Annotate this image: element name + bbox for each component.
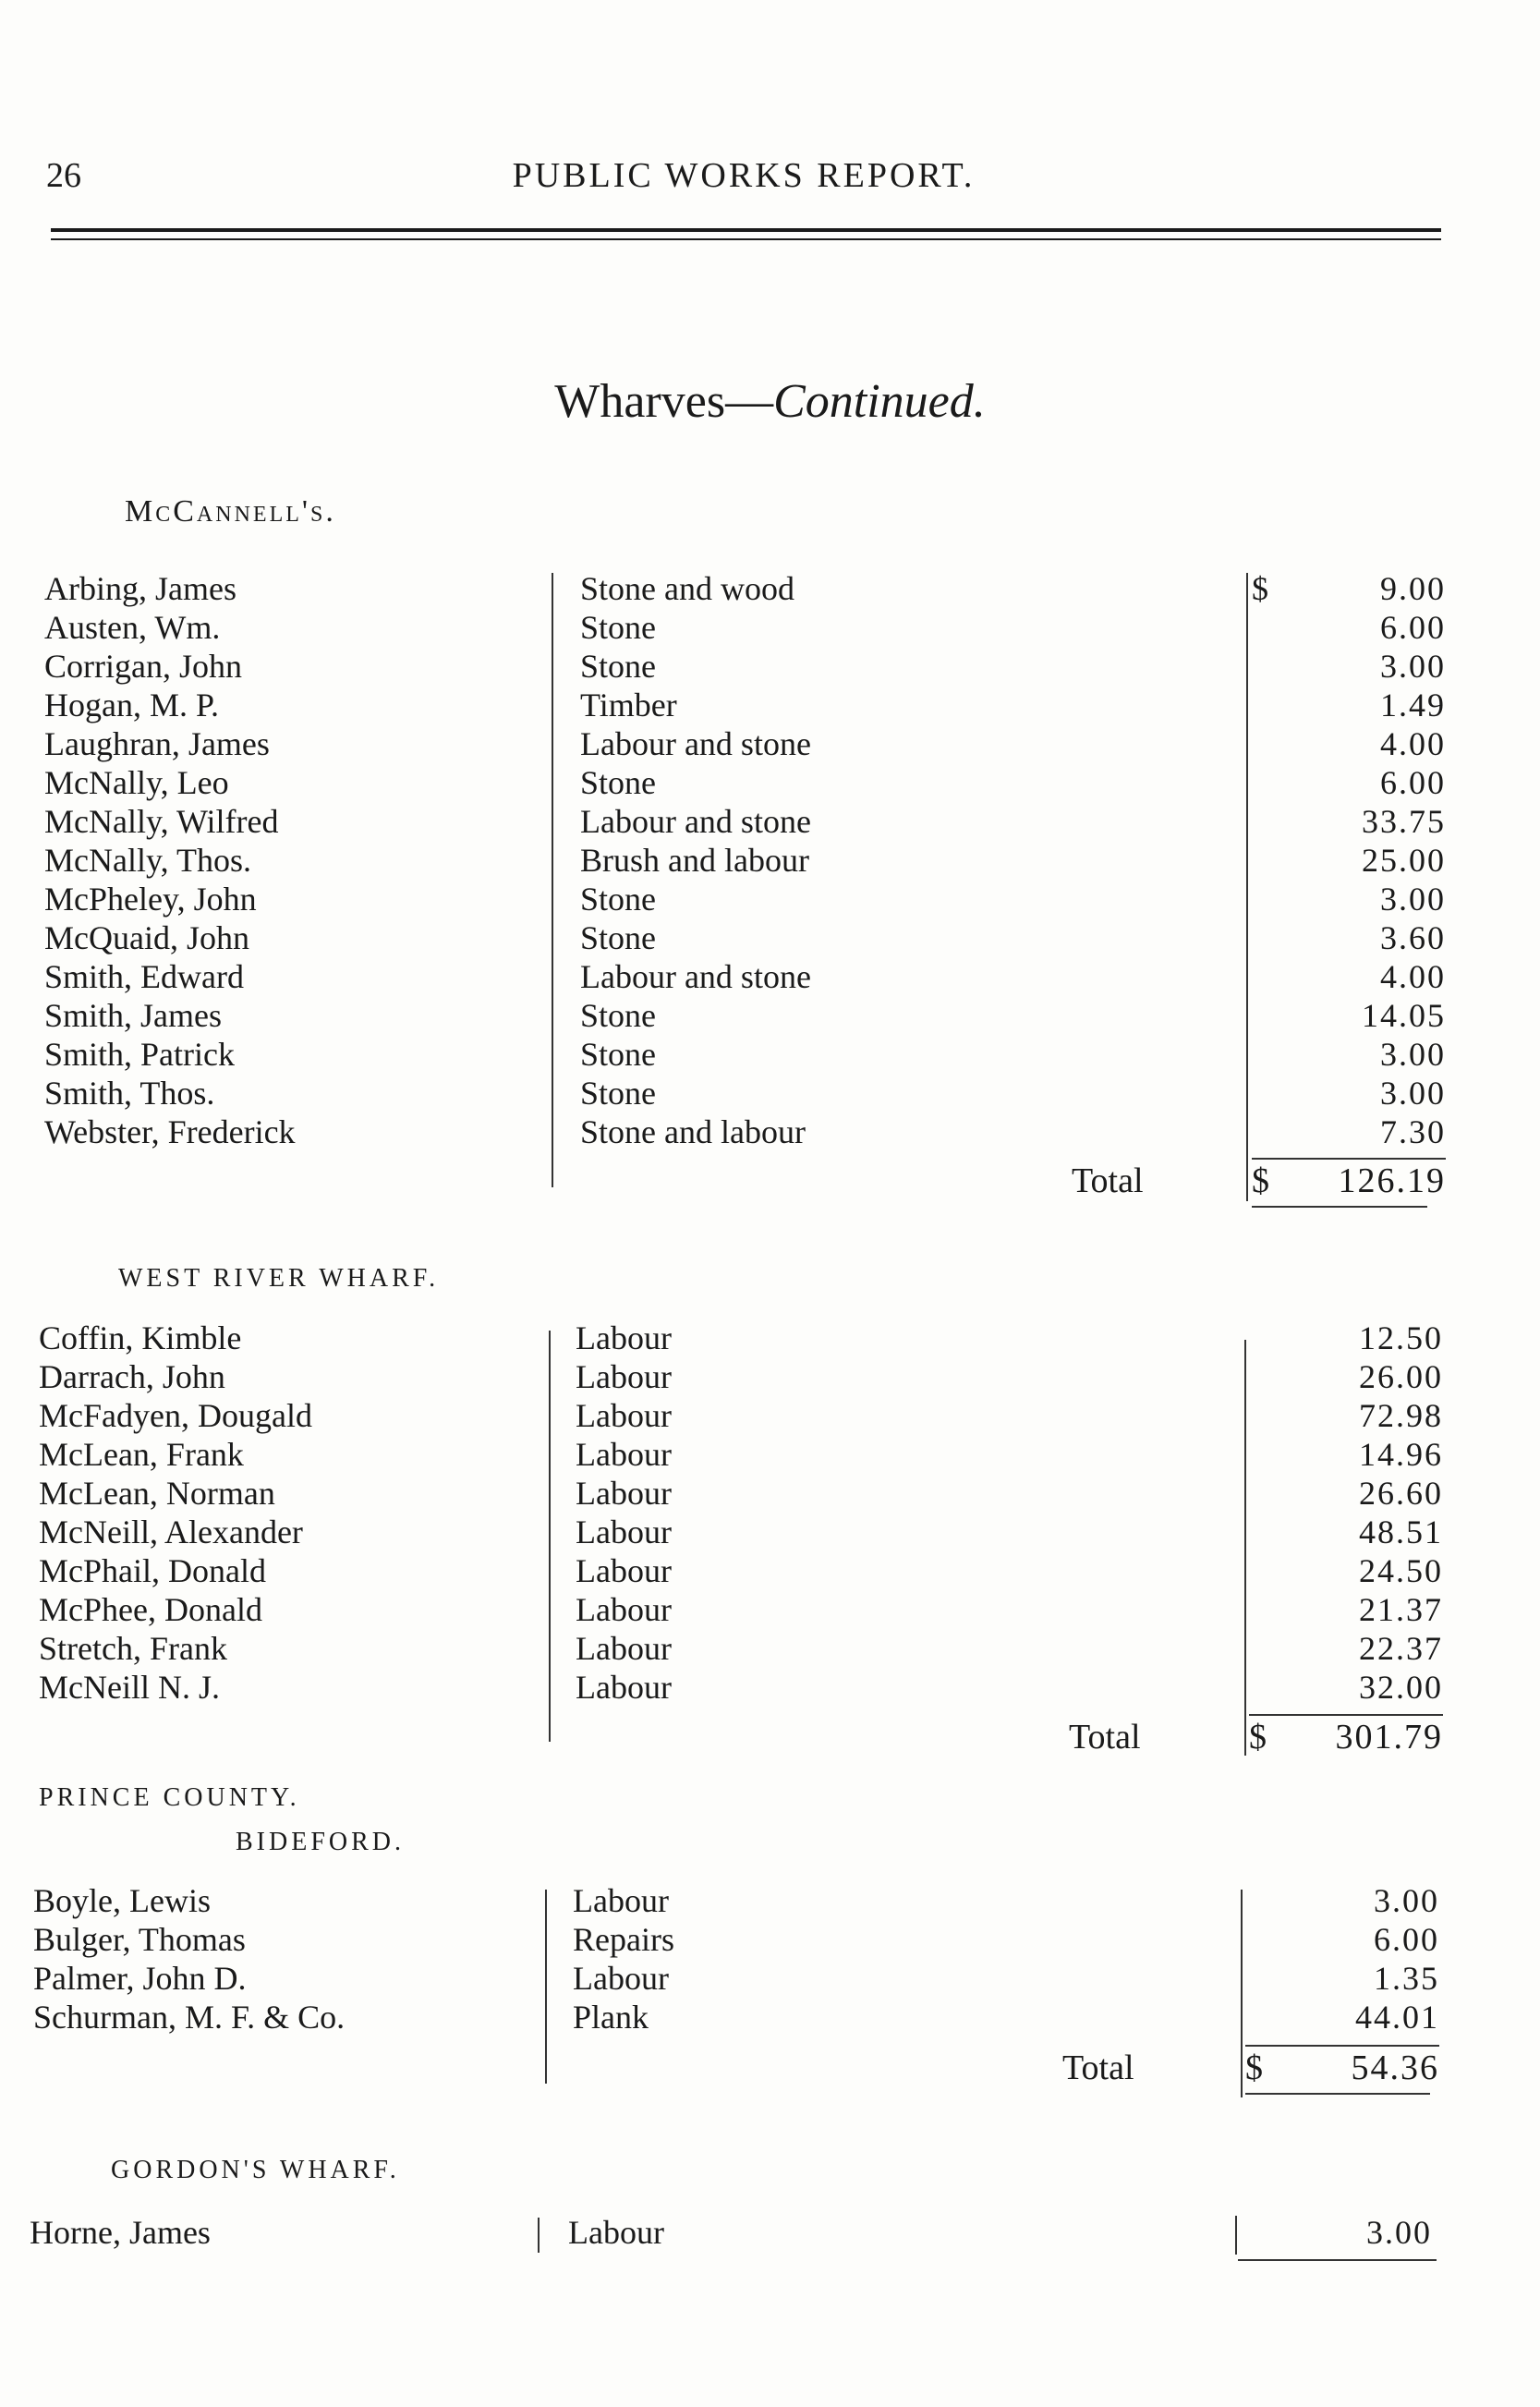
- payee-name: Stretch, Frank: [39, 1630, 227, 1667]
- dollar-sign: $: [1252, 1161, 1269, 1200]
- item-description: Stone: [580, 919, 657, 956]
- section-title-prince-county: PRINCE COUNTY.: [39, 1783, 300, 1812]
- payee-name: Schurman, M. F. & Co.: [33, 1999, 346, 2036]
- column-rule: [538, 2218, 540, 2253]
- item-description: Labour and stone: [580, 803, 811, 840]
- amount: 3.00: [1380, 648, 1446, 685]
- payee-name: McQuaid, John: [44, 919, 249, 956]
- ledger-row: [0, 1474, 1540, 1513]
- ledger-row: [0, 1920, 1540, 1959]
- amount: 26.60: [1359, 1475, 1443, 1512]
- ledger-row: [0, 1881, 1540, 1920]
- payee-name: Palmer, John D.: [33, 1960, 247, 1997]
- amount: 26.00: [1359, 1358, 1443, 1395]
- total-amount: 126.19: [1338, 1161, 1446, 1200]
- item-description: Labour: [573, 1960, 669, 1997]
- amount: 6.00: [1380, 764, 1446, 801]
- header-rule-thick: [51, 228, 1441, 232]
- payee-name: McNally, Thos.: [44, 842, 251, 879]
- amount: 6.00: [1374, 1921, 1439, 1958]
- amount: 21.37: [1359, 1591, 1443, 1628]
- ledger-row: [0, 1435, 1540, 1474]
- payee-name: Laughran, James: [44, 725, 270, 762]
- payee-name: Smith, Thos.: [44, 1075, 215, 1112]
- ledger-row: [0, 1668, 1540, 1707]
- section-title-bideford: BIDEFORD.: [236, 1828, 406, 1856]
- item-description: Stone and labour: [580, 1113, 806, 1150]
- column-rule: [1246, 573, 1248, 1201]
- item-description: Brush and labour: [580, 842, 809, 879]
- amount: 4.00: [1380, 725, 1446, 762]
- ledger-row: [0, 802, 1540, 841]
- payee-name: McPhee, Donald: [39, 1591, 262, 1628]
- payee-name: Webster, Frederick: [44, 1113, 296, 1150]
- amount: 6.00: [1380, 609, 1446, 646]
- payee-name: Smith, Patrick: [44, 1036, 235, 1073]
- column-rule: [1244, 1340, 1246, 1756]
- payee-name: Corrigan, John: [44, 648, 242, 685]
- item-description: Stone: [580, 609, 657, 646]
- payee-name: McNally, Leo: [44, 764, 229, 801]
- payee-name: Arbing, James: [44, 570, 236, 607]
- ledger-row: [0, 841, 1540, 880]
- item-description: Stone and wood: [580, 570, 794, 607]
- ledger-row: [0, 996, 1540, 1035]
- amount: 4.00: [1380, 958, 1446, 995]
- amount: 48.51: [1359, 1513, 1443, 1550]
- item-description: Labour: [576, 1475, 672, 1512]
- payee-name: McLean, Frank: [39, 1436, 244, 1473]
- amount: 12.50: [1359, 1319, 1443, 1356]
- ledger-row: [0, 1396, 1540, 1435]
- item-description: Labour: [576, 1436, 672, 1473]
- ledger-row: [0, 647, 1540, 686]
- ledger-row: [0, 1959, 1540, 1998]
- payee-name: McLean, Norman: [39, 1475, 275, 1512]
- payee-name: Coffin, Kimble: [39, 1319, 242, 1356]
- payee-name: Smith, James: [44, 997, 223, 1034]
- payee-name: Darrach, John: [39, 1358, 225, 1395]
- item-description: Labour and stone: [580, 725, 811, 762]
- payee-name: Boyle, Lewis: [33, 1882, 211, 1919]
- payee-name: Bulger, Thomas: [33, 1921, 246, 1958]
- total-label: Total: [1062, 2048, 1134, 2087]
- payee-name: Austen, Wm.: [44, 609, 221, 646]
- amount: 3.00: [1380, 1075, 1446, 1112]
- sum-underline: [1245, 2093, 1430, 2095]
- section-title-west-river: WEST RIVER WHARF.: [118, 1264, 440, 1293]
- total-row: [0, 2045, 1540, 2091]
- amount: 44.01: [1355, 1999, 1439, 2036]
- mccannells-entries: [0, 569, 1540, 1151]
- total-label: Total: [1069, 1718, 1141, 1757]
- amount: 32.00: [1359, 1669, 1443, 1706]
- dollar-sign: $: [1249, 1718, 1267, 1757]
- ledger-row: [0, 1629, 1540, 1668]
- payee-name: Smith, Edward: [44, 958, 244, 995]
- running-title: PUBLIC WORKS REPORT.: [512, 156, 976, 195]
- payee-name: Horne, James: [30, 2214, 211, 2251]
- item-description: Plank: [573, 1999, 649, 2036]
- item-description: Labour: [576, 1669, 672, 1706]
- payee-name: McNeill, Alexander: [39, 1513, 303, 1550]
- page-number: 26: [46, 156, 81, 195]
- ledger-row: [0, 1112, 1540, 1151]
- ledger-row: [0, 957, 1540, 996]
- sum-underline: [1238, 2259, 1437, 2261]
- amount: 14.05: [1362, 997, 1446, 1034]
- sum-underline: [1252, 1206, 1427, 1208]
- item-description: Timber: [580, 687, 677, 723]
- ledger-row: [0, 1319, 1540, 1357]
- item-description: Labour: [576, 1358, 672, 1395]
- item-description: Stone: [580, 1075, 657, 1112]
- ledger-row: [0, 608, 1540, 647]
- amount: 7.30: [1380, 1113, 1446, 1150]
- item-description: Labour: [576, 1591, 672, 1628]
- amount: 9.00: [1380, 570, 1446, 607]
- dollar-sign: $: [1245, 2048, 1263, 2087]
- amount: 24.50: [1359, 1552, 1443, 1589]
- header-rule-thin: [51, 238, 1441, 240]
- total-amount: 301.79: [1335, 1718, 1443, 1757]
- column-rule: [1235, 2216, 1237, 2255]
- amount: 25.00: [1362, 842, 1446, 879]
- item-description: Stone: [580, 648, 657, 685]
- amount: 33.75: [1362, 803, 1446, 840]
- payee-name: McPheley, John: [44, 881, 257, 918]
- total-amount: 54.36: [1351, 2048, 1439, 2087]
- payee-name: McPhail, Donald: [39, 1552, 266, 1589]
- heading-title: Wharves: [554, 375, 726, 428]
- ledger-row: [0, 686, 1540, 724]
- item-description: Labour: [573, 1882, 669, 1919]
- column-rule: [552, 573, 553, 1187]
- item-description: Stone: [580, 997, 657, 1034]
- amount: 72.98: [1359, 1397, 1443, 1434]
- payee-name: Hogan, M. P.: [44, 687, 220, 723]
- bideford-entries: [0, 1881, 1540, 2036]
- amount: 3.00: [1380, 881, 1446, 918]
- item-description: Labour: [576, 1552, 672, 1589]
- ledger-row: [0, 2213, 1540, 2252]
- payee-name: McFadyen, Dougald: [39, 1397, 312, 1434]
- amount: 3.60: [1380, 919, 1446, 956]
- ledger-row: [0, 1513, 1540, 1551]
- total-row: [0, 1158, 1540, 1204]
- item-description: Labour: [576, 1630, 672, 1667]
- ledger-row: [0, 763, 1540, 802]
- ledger-row: [0, 918, 1540, 957]
- dollar-sign: $: [1252, 570, 1268, 607]
- item-description: Labour: [576, 1513, 672, 1550]
- amount: 1.35: [1374, 1960, 1439, 1997]
- item-description: Stone: [580, 1036, 657, 1073]
- ledger-row: [0, 1590, 1540, 1629]
- heading-continued: Continued.: [773, 375, 986, 428]
- ledger-row: [0, 1998, 1540, 2036]
- payee-name: McNeill N. J.: [39, 1669, 220, 1706]
- total-row: [0, 1714, 1540, 1760]
- heading-dash: —: [725, 375, 774, 428]
- column-rule: [549, 1331, 551, 1742]
- ledger-row: [0, 1551, 1540, 1590]
- amount: 3.00: [1374, 1882, 1439, 1919]
- amount: 14.96: [1359, 1436, 1443, 1473]
- item-description: Repairs: [573, 1921, 674, 1958]
- ledger-row: [0, 880, 1540, 918]
- amount: 3.00: [1366, 2214, 1432, 2251]
- west-river-entries: [0, 1319, 1540, 1707]
- ledger-row: [0, 569, 1540, 608]
- page-header: [46, 155, 1441, 211]
- section-title-mccannells: McCannell's.: [125, 494, 336, 529]
- section-title-gordons: GORDON'S WHARF.: [111, 2156, 400, 2184]
- total-label: Total: [1072, 1161, 1144, 1200]
- item-description: Labour: [568, 2214, 664, 2251]
- amount: 1.49: [1380, 687, 1446, 723]
- item-description: Labour: [576, 1319, 672, 1356]
- item-description: Labour: [576, 1397, 672, 1434]
- item-description: Stone: [580, 764, 657, 801]
- ledger-row: [0, 1357, 1540, 1396]
- payee-name: McNally, Wilfred: [44, 803, 279, 840]
- ledger-row: [0, 724, 1540, 763]
- item-description: Labour and stone: [580, 958, 811, 995]
- amount: 22.37: [1359, 1630, 1443, 1667]
- ledger-row: [0, 1035, 1540, 1074]
- amount: 3.00: [1380, 1036, 1446, 1073]
- item-description: Stone: [580, 881, 657, 918]
- ledger-row: [0, 1074, 1540, 1112]
- gordons-entries: [0, 2213, 1540, 2252]
- section-heading: [0, 374, 1540, 429]
